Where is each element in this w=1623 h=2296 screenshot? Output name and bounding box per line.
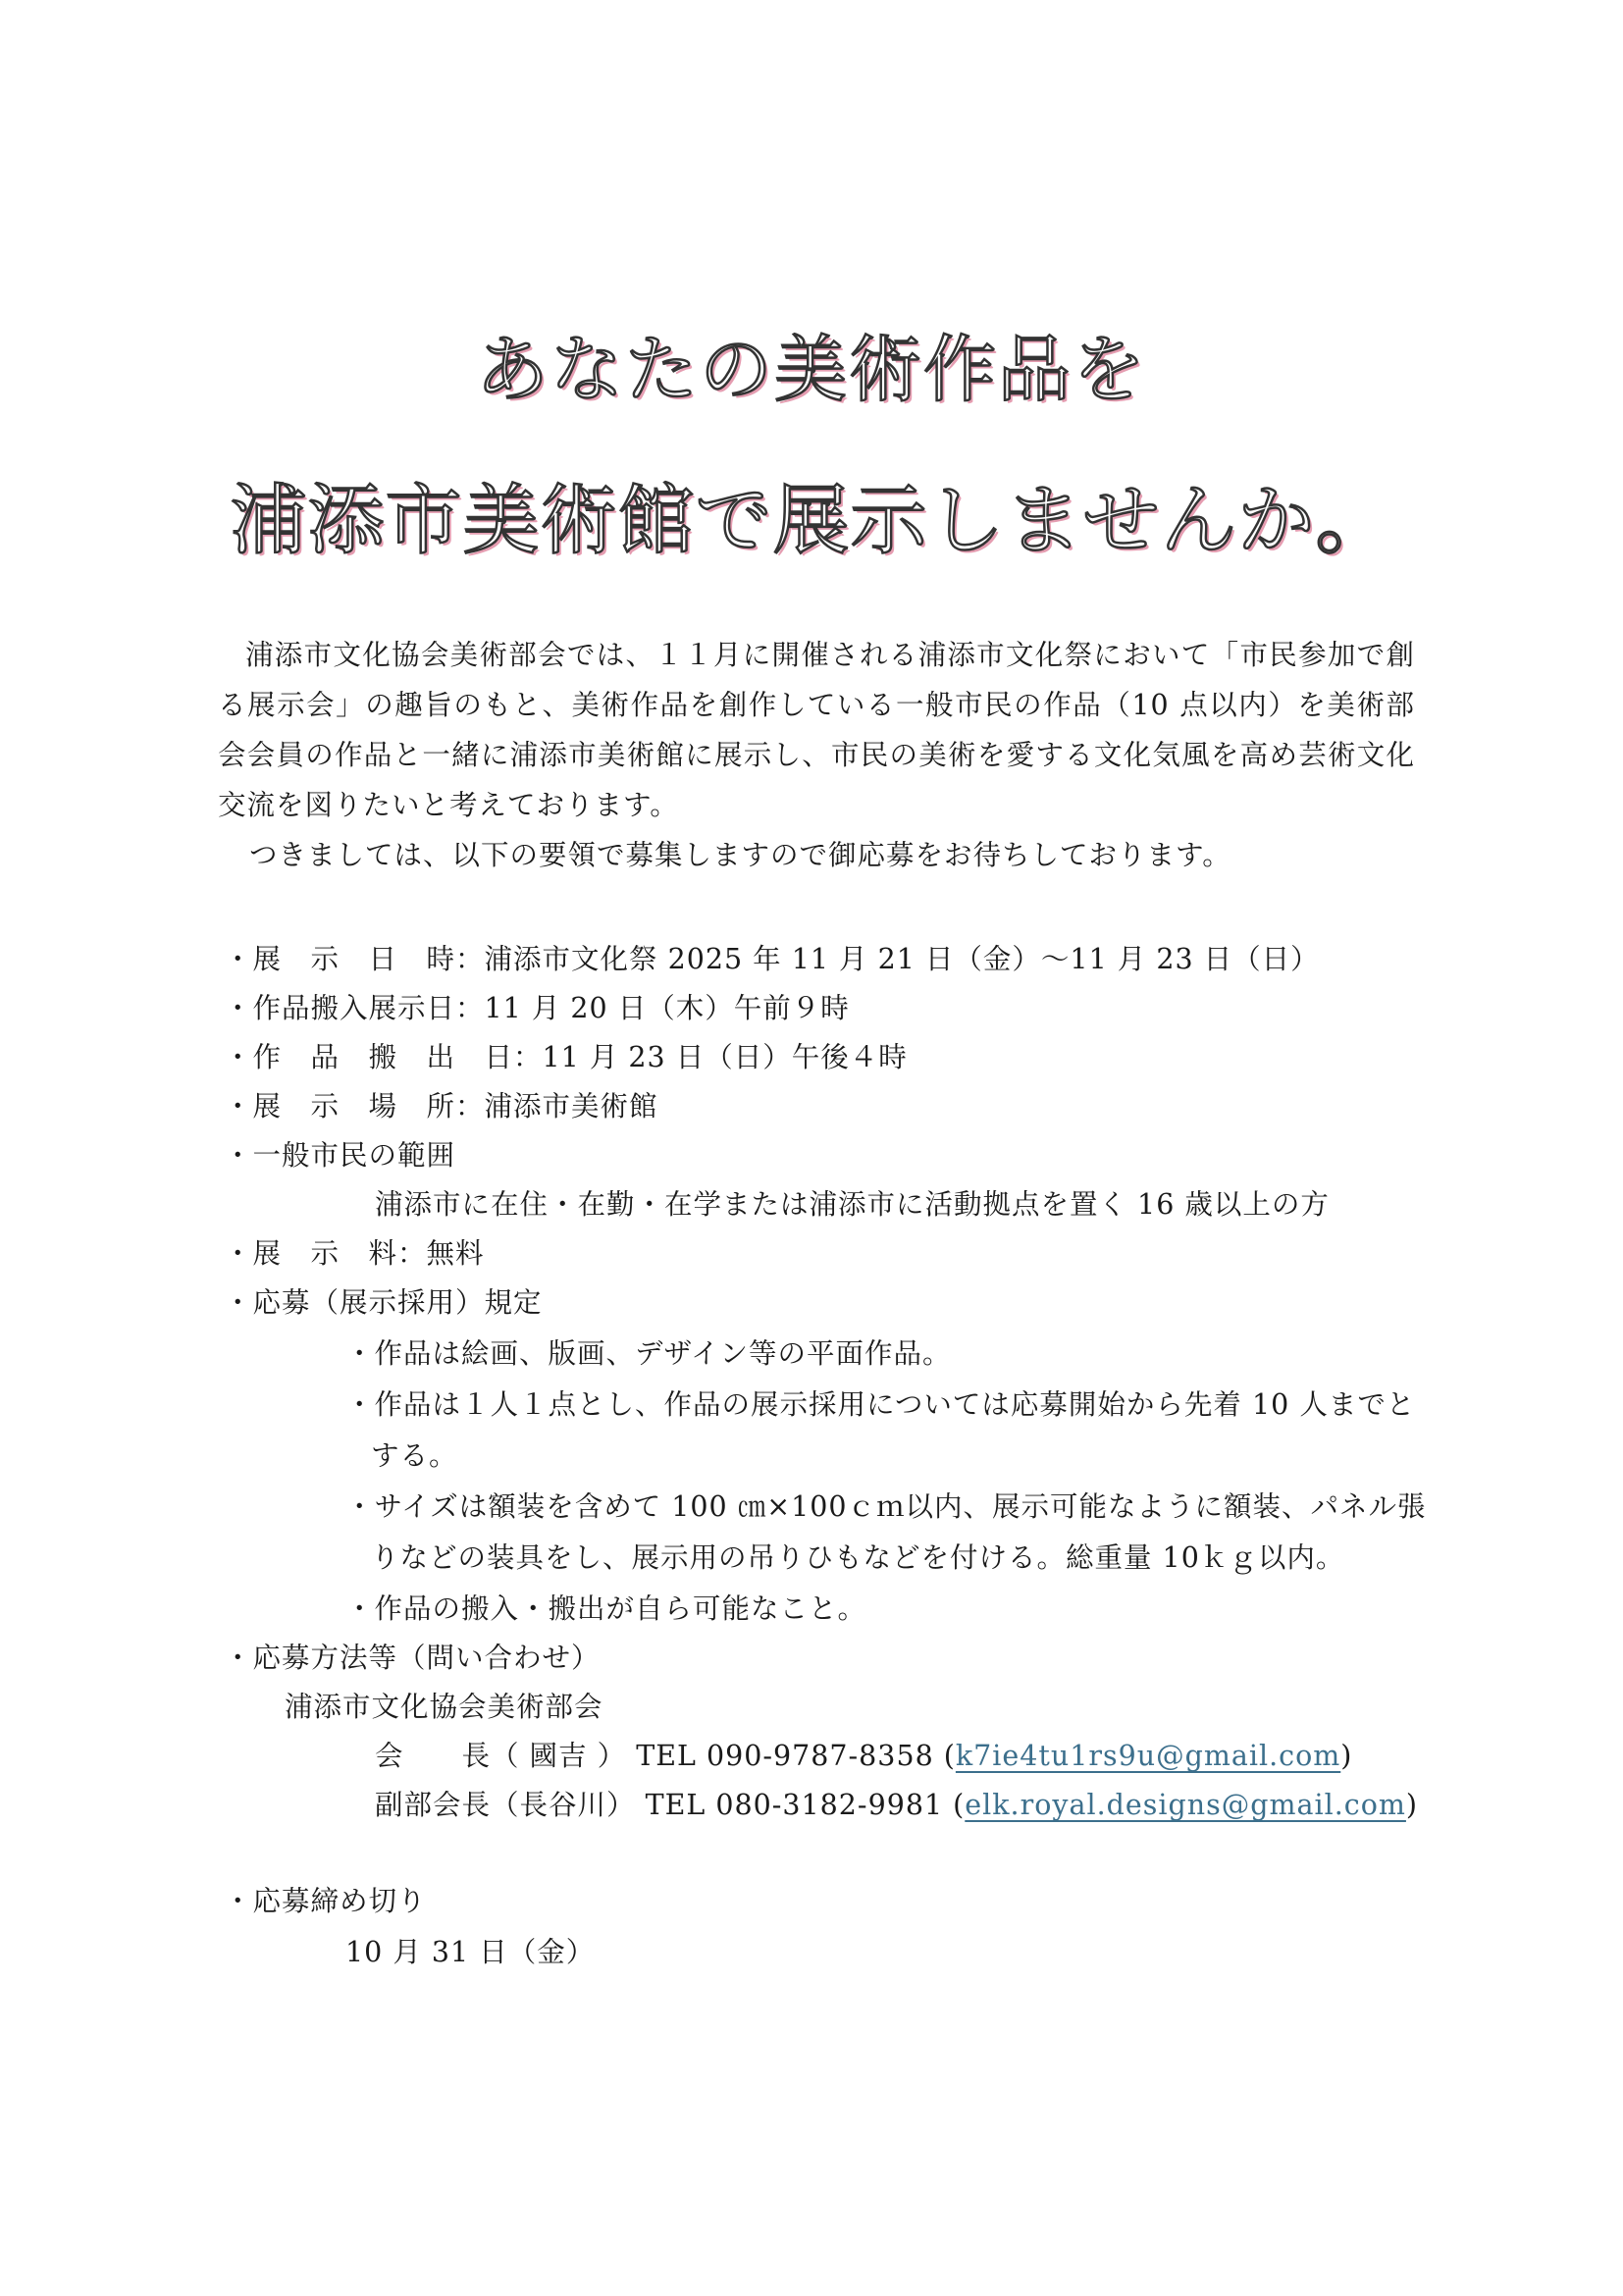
title-line-1: あなたの美術作品を bbox=[476, 328, 1147, 412]
chair-email-link[interactable]: k7ie4tu1rs9u@gmail.com bbox=[955, 1740, 1341, 1772]
carry-in-label: ・作品搬入展示日： bbox=[224, 992, 485, 1024]
dates-value: 浦添市文化祭 2025 年 11 月 21 日（金）〜11 月 23 日（日） bbox=[484, 943, 1320, 975]
rule-2-line-2: する。 bbox=[371, 1439, 458, 1472]
rule-4: ・作品の搬入・搬出が自ら可能なこと。 bbox=[345, 1592, 867, 1625]
intro-paragraph-1: 浦添市文化協会美術部会では、１１月に開催される浦添市文化祭において「市民参加で創る展示会」の趣旨のもと、美術作品を創作している一般市民の作品（10 点以内）を美術部会会員の作品と一緒に浦添市美術館に展示し、市民の美術を愛する文化気風を高め芸術文化交流を図りたいと考えております。 bbox=[218, 639, 1415, 821]
fee-value: 無料 bbox=[426, 1237, 485, 1270]
intro-text bbox=[218, 630, 1415, 880]
chair-close-paren: ) bbox=[1340, 1740, 1353, 1772]
venue-value: 浦添市美術館 bbox=[484, 1090, 658, 1122]
contact-label: ・応募方法等（問い合わせ） bbox=[224, 1642, 601, 1674]
vice-tel: TEL 080-3182-9981 ( bbox=[645, 1789, 966, 1821]
rule-1: ・作品は絵画、版画、デザイン等の平面作品。 bbox=[345, 1337, 952, 1370]
chair-tel: TEL 090-9787-8358 ( bbox=[636, 1740, 956, 1772]
contact-org: 浦添市文化協会美術部会 bbox=[285, 1691, 603, 1723]
rules-label: ・応募（展示採用）規定 bbox=[224, 1286, 543, 1319]
fee-label: ・展 示 料： bbox=[224, 1237, 427, 1270]
deadline-label: ・応募締め切り bbox=[224, 1885, 427, 1917]
vice-close-paren: ) bbox=[1405, 1789, 1419, 1821]
vice-contact-row bbox=[375, 1783, 1418, 1823]
chair-contact-row bbox=[375, 1734, 1352, 1774]
carry-out-row bbox=[224, 1035, 908, 1075]
dates-label: ・展 示 日 時： bbox=[224, 943, 485, 975]
venue-row bbox=[224, 1084, 658, 1124]
eligibility-value: 浦添市に在住・在勤・在学または浦添市に活動拠点を置く 16 歳以上の方 bbox=[375, 1188, 1330, 1221]
dates-row bbox=[224, 937, 1320, 977]
carry-out-value: 11 月 23 日（日）午後４時 bbox=[542, 1041, 908, 1073]
title-line-2: 浦添市美術館で展示しませんか。 bbox=[230, 477, 1393, 565]
deadline-value: 10 月 31 日（金） bbox=[345, 1936, 596, 1968]
venue-label: ・展 示 場 所： bbox=[224, 1090, 485, 1122]
carry-out-label: ・作 品 搬 出 日： bbox=[224, 1041, 543, 1073]
vice-role: 副部会長（長谷川） bbox=[375, 1789, 636, 1821]
rule-3-line-1: ・サイズは額装を含めて 100 ㎝×100ｃｍ以内、展示可能なように額装、パネル張 bbox=[345, 1490, 1427, 1523]
eligibility-label: ・一般市民の範囲 bbox=[224, 1139, 456, 1172]
chair-role: 会 長（ 國吉 ） bbox=[375, 1740, 627, 1772]
carry-in-row bbox=[224, 986, 850, 1026]
rule-2-line-1: ・作品は１人１点とし、作品の展示採用については応募開始から先着 10 人までと bbox=[345, 1388, 1416, 1421]
carry-in-value: 11 月 20 日（木）午前９時 bbox=[484, 992, 850, 1024]
vice-email-link[interactable]: elk.royal.designs@gmail.com bbox=[965, 1789, 1406, 1821]
fee-row bbox=[224, 1231, 485, 1272]
intro-paragraph-2: つきましては、以下の要領で募集しますので御応募をお待ちしております。 bbox=[249, 839, 1231, 871]
rule-3-line-2: りなどの装具をし、展示用の吊りひもなどを付ける。総重量 10ｋｇ以内。 bbox=[371, 1541, 1345, 1574]
